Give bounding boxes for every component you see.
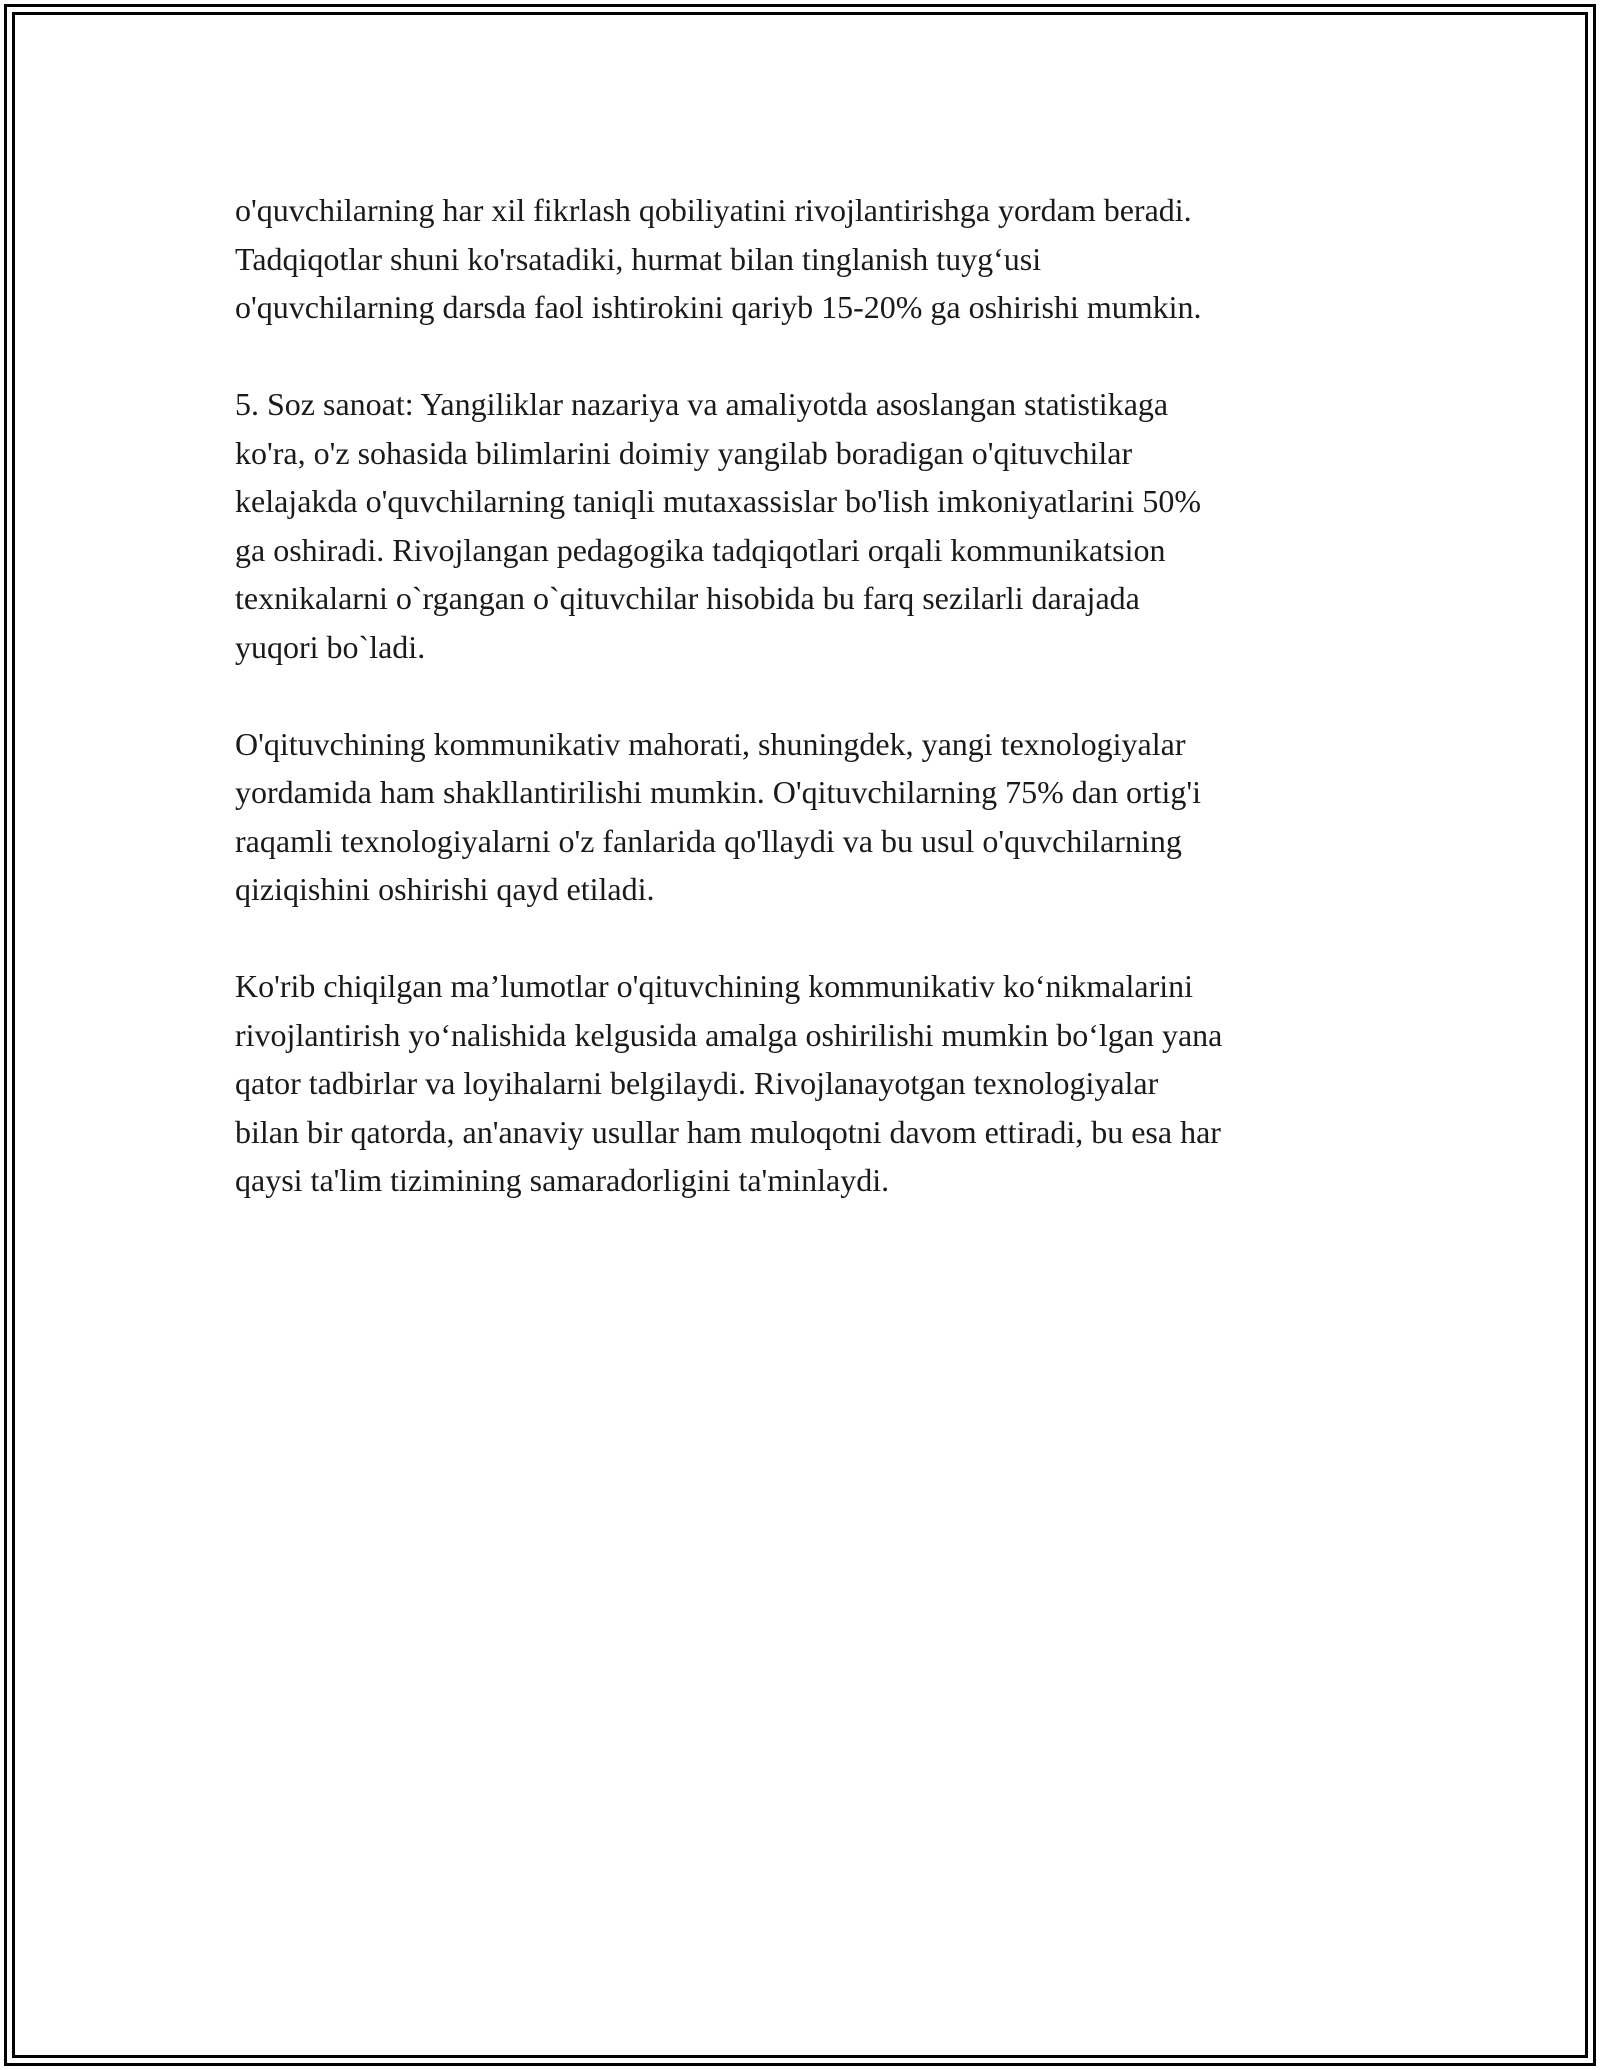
paragraph-2	[235, 380, 1375, 671]
paragraph-3	[235, 720, 1375, 914]
text-line: o'quvchilarning darsda faol ishtirokini qariyb 15-20% ga oshirishi mumkin.	[235, 289, 1202, 325]
text-line: qaysi ta'lim tizimining samaradorligini ta'minlaydi.	[235, 1162, 890, 1198]
text-line: yordamida ham shakllantirilishi mumkin. O'qituvchilarning 75% dan ortig'i	[235, 774, 1202, 810]
text-line: yuqori bo`ladi.	[235, 628, 426, 665]
text-line: ko'ra, o'z sohasida bilimlarini doimiy yangilab boradigan o'qituvchilar	[235, 434, 1133, 471]
text-line: qiziqishini oshirishi qayd etiladi.	[235, 871, 655, 907]
text-line: ga oshiradi. Rivojlangan pedagogika tadqiqotlari orqali kommunikatsion	[235, 531, 1166, 568]
text-line: bilan bir qatorda, an'anaviy usullar ham muloqotni davom ettiradi, bu esa har	[235, 1113, 1221, 1150]
text-line: rivojlantirish yo‘nalishida kelgusida amalga oshirilishi mumkin bo‘lgan yana	[235, 1016, 1223, 1053]
text-line: kelajakda o'quvchilarning taniqli mutaxassislar bo'lish imkoniyatlarini 50%	[235, 483, 1201, 519]
text-line: Tadqiqotlar shuni ko'rsatadiki, hurmat bilan tinglanish tuyg‘usi	[235, 240, 1042, 277]
document-body	[235, 186, 1375, 1253]
text-line: Ko'rib chiqilgan ma’lumotlar o'qituvchining kommunikativ ko‘nikmalarini	[235, 968, 1194, 1004]
paragraph-1	[235, 186, 1375, 332]
text-line: qator tadbirlar va loyihalarni belgilaydi. Rivojlanayotgan texnologiyalar	[235, 1065, 1159, 1101]
paragraph-4	[235, 962, 1375, 1205]
text-line: raqamli texnologiyalarni o'z fanlarida qo'llaydi va bu usul o'quvchilarning	[235, 822, 1182, 859]
text-line: o'quvchilarning har xil fikrlash qobiliyatini rivojlantirishga yordam beradi.	[235, 192, 1192, 228]
text-line: 5. Soz sanoat: Yangiliklar nazariya va amaliyotda asoslangan statistikaga	[235, 386, 1169, 422]
text-line: texnikalarni o`rgangan o`qituvchilar hisobida bu farq sezilarli darajada	[235, 580, 1140, 616]
text-line: O'qituvchining kommunikativ mahorati, shuningdek, yangi texnologiyalar	[235, 725, 1186, 762]
